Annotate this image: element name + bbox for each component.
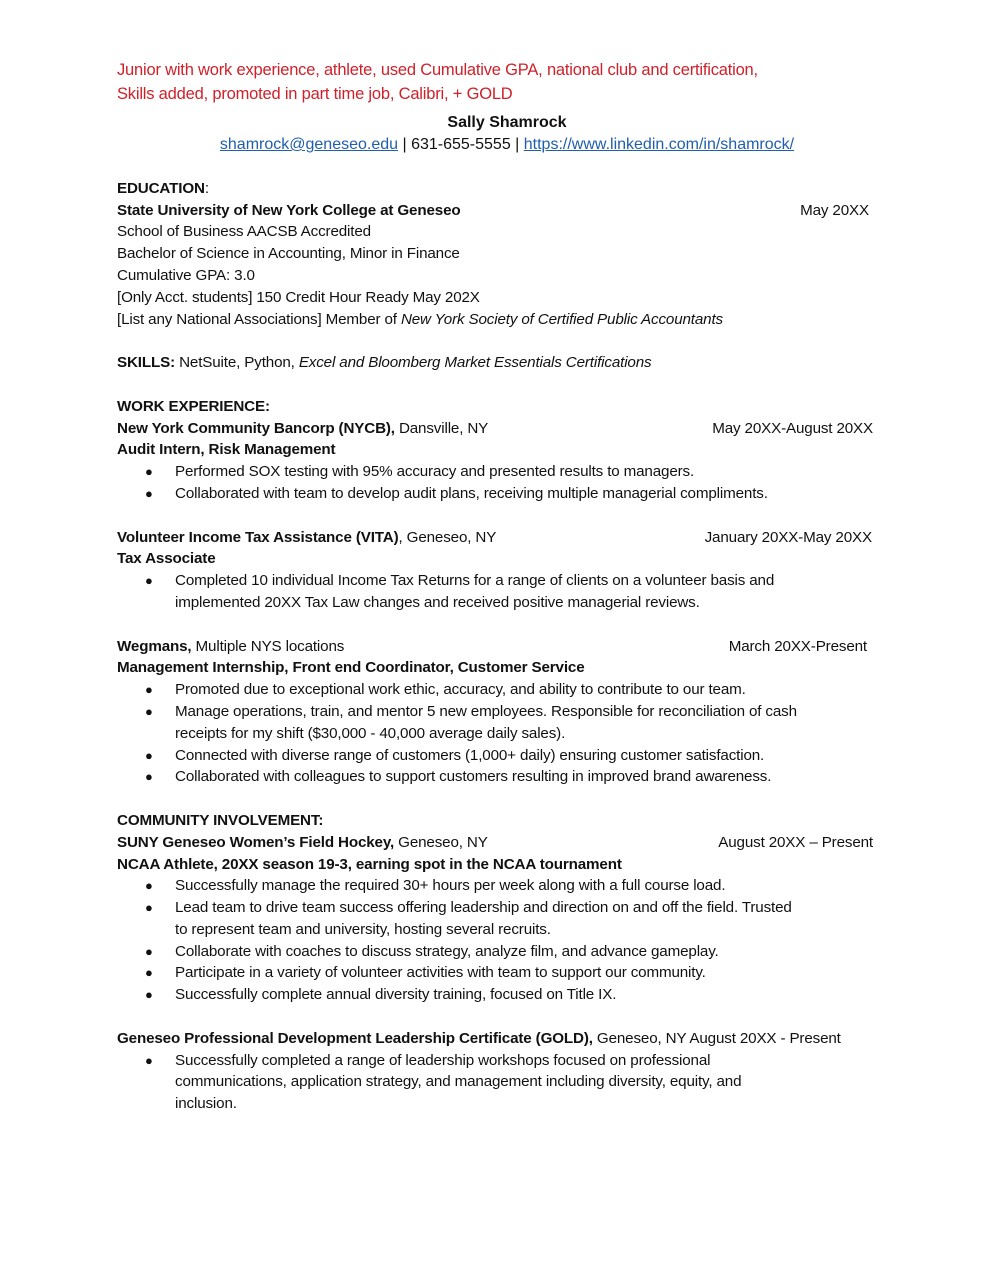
note-line-1: Junior with work experience, athlete, used Cumulative GPA, national club and certification, [117, 61, 758, 79]
bullet-icon: ● [145, 464, 153, 480]
section-heading-work: WORK EXPERIENCE: [117, 397, 270, 415]
separator: | [510, 136, 524, 153]
job-date: May 20XX-August 20XX [712, 419, 873, 437]
bullet-text: Successfully manage the required 30+ hours per week along with a full course load. [175, 877, 726, 895]
job-org: Volunteer Income Tax Assistance (VITA) [117, 528, 399, 546]
association-line [117, 309, 877, 331]
bullet-text: Participate in a variety of volunteer activities with team to support our community. [175, 964, 706, 982]
graduation-date: May 20XX [800, 201, 869, 219]
phone-number: 631-655-5555 [411, 136, 511, 153]
job-org: Wegmans, [117, 637, 192, 655]
bullet-text-continued: to represent team and university, hosting several recruits. [175, 920, 551, 938]
bullet-text: Performed SOX testing with 95% accuracy and presented results to managers. [175, 463, 695, 481]
association-name: New York Society of Certified Public Accountants [400, 310, 723, 328]
bullet-icon: ● [145, 900, 153, 916]
separator: | [398, 136, 412, 153]
job-entry [117, 527, 877, 614]
school-name: State University of New York College at Geneseo [117, 201, 461, 219]
bullet-text: Collaborate with coaches to discuss strategy, analyze film, and advance gameplay. [175, 942, 719, 960]
bullet-icon: ● [145, 573, 153, 589]
community-org: SUNY Geneseo Women’s Field Hockey, [117, 833, 395, 851]
education-line: Cumulative GPA: 3.0 [117, 266, 255, 284]
job-location: Multiple NYS locations [191, 637, 345, 655]
bullet-text: Connected with diverse range of customers (1,000+ daily) ensuring customer satisfaction. [175, 746, 765, 764]
bullet-text: Successfully complete annual diversity training, focused on Title IX. [175, 986, 617, 1004]
note-line-2: Skills added, promoted in part time job, Calibri, + GOLD [117, 85, 513, 103]
community-entry [117, 832, 877, 1006]
bullet-item [117, 679, 877, 701]
bullet-text: Successfully completed a range of leadership workshops focused on professional [175, 1051, 711, 1069]
job-entry [117, 418, 877, 505]
bullet-icon: ● [145, 703, 153, 719]
candidate-name: Sally Shamrock [447, 114, 567, 131]
resume-page [117, 58, 877, 1115]
bullet-icon: ● [145, 769, 153, 785]
job-location: Dansville, NY [394, 419, 489, 437]
bullet-item [117, 897, 877, 941]
bullet-text-continued: implemented 20XX Tax Law changes and received positive managerial reviews. [175, 593, 700, 611]
bullet-icon: ● [145, 682, 153, 698]
bullet-item [117, 962, 877, 984]
bullet-text-continued: communications, application strategy, and management including diversity, equity, and [175, 1073, 742, 1091]
bullet-item [117, 483, 877, 505]
bullet-text: Manage operations, train, and mentor 5 new employees. Responsible for reconciliation of cash [175, 702, 797, 720]
bullet-item [117, 745, 877, 767]
email-link[interactable]: shamrock@geneseo.edu [219, 136, 399, 153]
job-date: March 20XX-Present [728, 637, 867, 655]
linkedin-link[interactable]: https://www.linkedin.com/in/shamrock/ [523, 136, 795, 153]
instruction-note [117, 58, 877, 106]
education-section [117, 178, 877, 331]
job-title: Tax Associate [117, 550, 216, 568]
community-involvement-section [117, 810, 877, 1115]
section-heading-community: COMMUNITY INVOLVEMENT: [117, 811, 324, 829]
community-org: Geneseo Professional Development Leadership Certificate (GOLD), [117, 1029, 593, 1047]
bullet-text: Lead team to drive team success offering leadership and direction on and off the field. Trusted [175, 899, 792, 917]
bullet-text: Collaborated with team to develop audit plans, receiving multiple managerial compliments. [175, 484, 768, 502]
education-line: Bachelor of Science in Accounting, Minor in Finance [117, 245, 460, 263]
bullet-icon: ● [145, 1052, 153, 1068]
job-location: , Geneseo, NY [398, 528, 497, 546]
skills-certifications: Excel and Bloomberg Market Essentials Certifications [298, 354, 652, 372]
bullet-icon: ● [145, 943, 153, 959]
job-org: New York Community Bancorp (NYCB), [117, 419, 395, 437]
skills-section [117, 352, 877, 374]
education-line: School of Business AACSB Accredited [117, 223, 371, 241]
bullet-text: Completed 10 individual Income Tax Returns for a range of clients on a volunteer basis and [175, 572, 775, 590]
bullet-text: Collaborated with colleagues to support customers resulting in improved brand awareness. [175, 768, 772, 786]
bullet-item [117, 766, 877, 788]
bullet-icon: ● [145, 987, 153, 1003]
work-experience-section [117, 396, 877, 788]
association-prefix: [List any National Associations] Member of [117, 310, 401, 328]
bullet-icon: ● [145, 878, 153, 894]
job-title: Audit Intern, Risk Management [117, 441, 336, 459]
bullet-text-continued: inclusion. [175, 1095, 237, 1113]
bullet-icon: ● [145, 965, 153, 981]
contact-line [97, 134, 917, 156]
bullet-text: Promoted due to exceptional work ethic, accuracy, and ability to contribute to our team. [175, 681, 746, 699]
community-location-date: Geneseo, NY August 20XX - Present [592, 1029, 841, 1047]
skills-list: NetSuite, Python, [175, 354, 299, 372]
section-heading-skills: SKILLS: [117, 354, 176, 372]
bullet-icon: ● [145, 485, 153, 501]
community-location: Geneseo, NY [394, 833, 488, 851]
job-date: January 20XX-May 20XX [704, 528, 872, 546]
bullet-text-continued: receipts for my shift ($30,000 - 40,000 average daily sales). [175, 724, 566, 742]
job-title: Management Internship, Front end Coordinator, Customer Service [117, 659, 585, 677]
bullet-item [117, 984, 877, 1006]
community-date: August 20XX – Present [718, 833, 873, 851]
section-heading-education: EDUCATION [117, 179, 205, 197]
bullet-item [117, 570, 877, 614]
job-entry [117, 636, 877, 789]
bullet-item [117, 1050, 877, 1115]
community-title: NCAA Athlete, 20XX season 19-3, earning spot in the NCAA tournament [117, 855, 622, 873]
bullet-item [117, 941, 877, 963]
bullet-item [117, 701, 877, 745]
community-entry [117, 1028, 877, 1115]
heading-colon: : [204, 179, 209, 197]
bullet-item [117, 875, 877, 897]
bullet-item [117, 461, 877, 483]
education-line: [Only Acct. students] 150 Credit Hour Ready May 202X [117, 288, 480, 306]
bullet-icon: ● [145, 747, 153, 763]
